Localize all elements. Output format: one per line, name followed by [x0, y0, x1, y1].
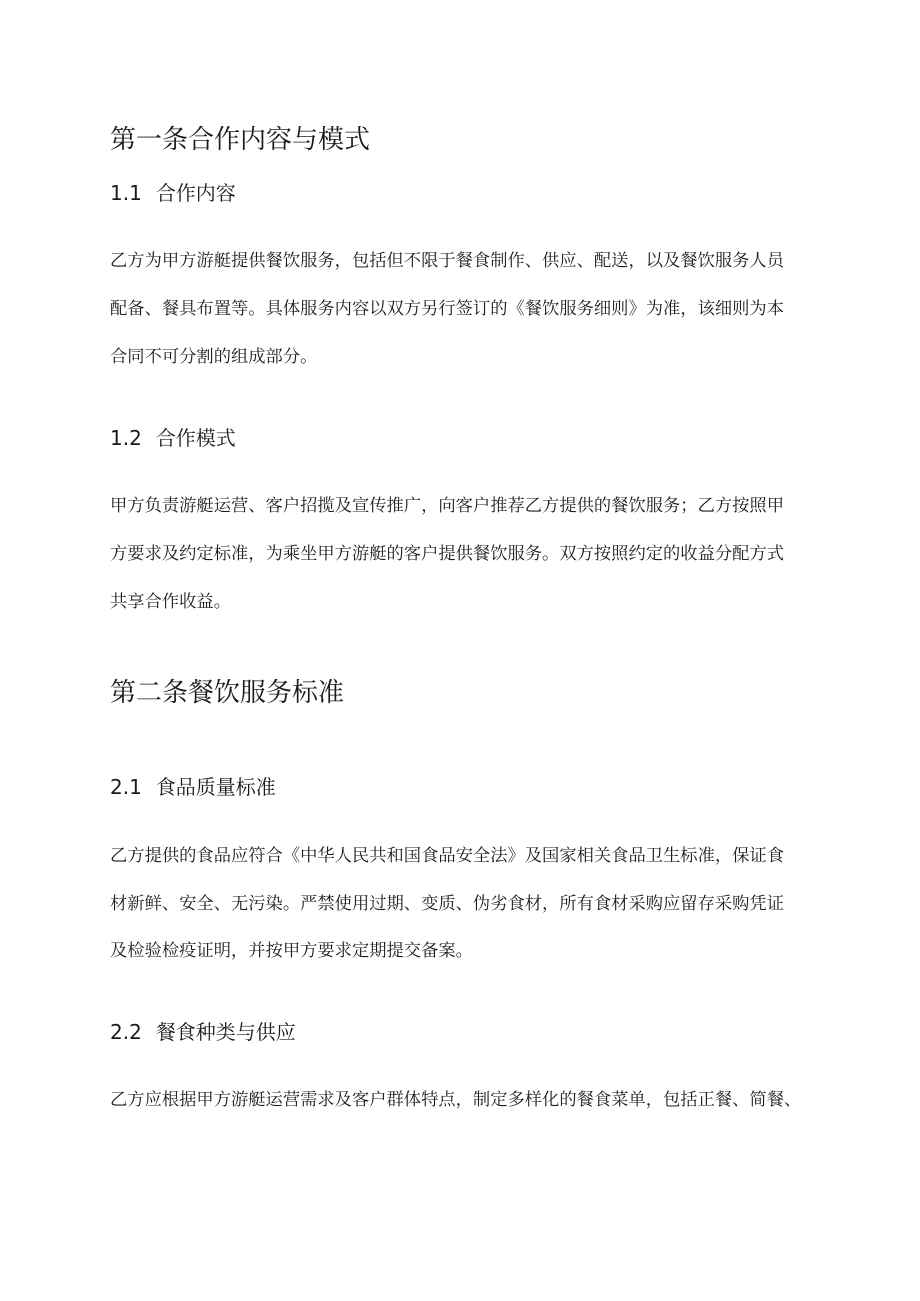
paragraph-line: 材新鲜、安全、无污染。严禁使用过期、变质、伪劣食材，所有食材采购应留存采购凭证 [110, 894, 784, 914]
section-heading: 第二条餐饮服务标准 [110, 678, 345, 708]
paragraph-line: 合同不可分割的组成部分。 [110, 347, 318, 367]
paragraph-line: 方要求及约定标准，为乘坐甲方游艇的客户提供餐饮服务。双方按照约定的收益分配方式 [110, 544, 784, 564]
paragraph-line: 甲方负责游艇运营、客户招揽及宣传推广，向客户推荐乙方提供的餐饮服务；乙方按照甲 [110, 496, 784, 516]
paragraph-line: 乙方应根据甲方游艇运营需求及客户群体特点，制定多样化的餐食菜单，包括正餐、简餐、 [110, 1090, 802, 1110]
paragraph-line: 乙方提供的食品应符合《中华人民共和国食品安全法》及国家相关食品卫生标准，保证食 [110, 846, 784, 866]
subsection-title: 合作内容 [155, 181, 236, 205]
subsection-heading [110, 1019, 296, 1045]
subsection-title: 食品质量标准 [155, 775, 276, 799]
subsection-heading [110, 425, 236, 451]
paragraph-line: 共享合作收益。 [110, 592, 231, 612]
paragraph-line: 乙方为甲方游艇提供餐饮服务，包括但不限于餐食制作、供应、配送，以及餐饮服务人员 [110, 251, 784, 271]
section-heading: 第一条合作内容与模式 [110, 125, 371, 155]
paragraph-line: 配备、餐具布置等。具体服务内容以双方另行签订的《餐饮服务细则》为准，该细则为本 [110, 299, 784, 319]
paragraph-line: 及检验检疫证明，并按甲方要求定期提交备案。 [110, 941, 473, 961]
subsection-title: 餐食种类与供应 [155, 1020, 296, 1044]
subsection-title: 合作模式 [155, 426, 236, 450]
subsection-number: 1.2 [110, 426, 142, 450]
subsection-number: 1.1 [110, 181, 142, 205]
subsection-number: 2.2 [110, 1020, 142, 1044]
subsection-number: 2.1 [110, 775, 142, 799]
subsection-heading [110, 774, 276, 800]
subsection-heading [110, 180, 236, 206]
